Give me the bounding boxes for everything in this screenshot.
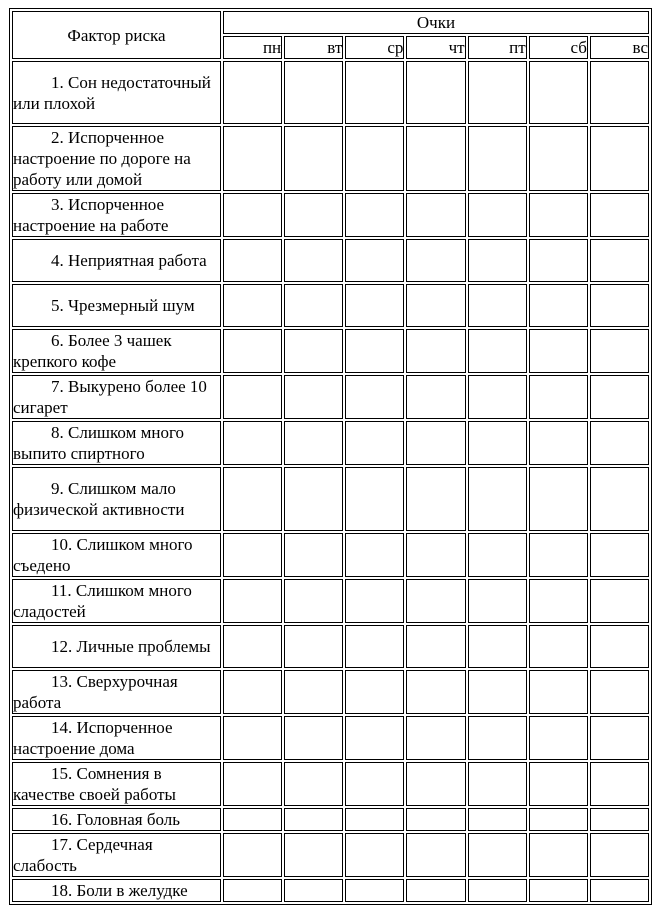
- risk-factor-text: 2. Испорченное настроение по дороге на работу или домой: [13, 128, 191, 189]
- score-cell-вт[interactable]: [284, 239, 343, 282]
- risk-factor-text: 1. Сон недостаточный или плохой: [13, 72, 211, 113]
- score-cell-вс[interactable]: [590, 579, 649, 623]
- score-cell-ср[interactable]: [345, 533, 404, 577]
- risk-factor-label: [12, 329, 221, 373]
- risk-factor-text: 9. Слишком мало физической активности: [13, 479, 185, 519]
- score-cell-сб[interactable]: [529, 670, 588, 714]
- score-cell-пт[interactable]: [468, 239, 527, 282]
- table-row: [12, 879, 649, 902]
- risk-factor-label: [12, 625, 221, 668]
- score-cell-вс[interactable]: [590, 625, 649, 668]
- table-row: [12, 375, 649, 419]
- risk-factor-text: 3. Испорченное настроение на работе: [13, 195, 169, 235]
- risk-factor-label: [12, 670, 221, 714]
- risk-factor-label: [12, 833, 221, 877]
- risk-factor-text: 15. Сомнения в качестве своей работы: [13, 764, 176, 804]
- day-header-3: чт: [406, 36, 465, 59]
- score-cell-чт[interactable]: [406, 193, 465, 237]
- score-cell-вт[interactable]: [284, 284, 343, 327]
- day-header-4: пт: [468, 36, 527, 59]
- score-cell-чт[interactable]: [406, 833, 465, 877]
- points-column-header: Очки: [223, 11, 649, 34]
- risk-factor-label: [12, 284, 221, 327]
- score-cell-чт[interactable]: [406, 126, 465, 191]
- score-cell-ср[interactable]: [345, 375, 404, 419]
- risk-factor-text: 7. Выкурено более 10 сигарет: [13, 377, 207, 417]
- score-cell-вт[interactable]: [284, 833, 343, 877]
- score-cell-пт[interactable]: [468, 670, 527, 714]
- risk-factor-text: 14. Испорченное настроение дома: [13, 718, 173, 758]
- risk-factor-text: 12. Личные проблемы: [51, 637, 211, 656]
- score-cell-пн[interactable]: [223, 126, 282, 191]
- score-cell-чт[interactable]: [406, 808, 465, 831]
- score-cell-вт[interactable]: [284, 61, 343, 124]
- score-cell-вт[interactable]: [284, 670, 343, 714]
- table-row: [12, 762, 649, 806]
- score-cell-сб[interactable]: [529, 762, 588, 806]
- score-cell-ср[interactable]: [345, 329, 404, 373]
- score-cell-вс[interactable]: [590, 762, 649, 806]
- score-cell-чт[interactable]: [406, 421, 465, 465]
- score-cell-пн[interactable]: [223, 239, 282, 282]
- risk-factor-label: [12, 375, 221, 419]
- score-cell-чт[interactable]: [406, 879, 465, 902]
- score-cell-чт[interactable]: [406, 467, 465, 531]
- score-cell-вт[interactable]: [284, 808, 343, 831]
- score-cell-пн[interactable]: [223, 421, 282, 465]
- risk-factor-text: 4. Неприятная работа: [51, 251, 207, 270]
- score-cell-сб[interactable]: [529, 808, 588, 831]
- score-cell-пт[interactable]: [468, 879, 527, 902]
- table-row: [12, 625, 649, 668]
- score-cell-пн[interactable]: [223, 284, 282, 327]
- table-row: [12, 833, 649, 877]
- table-row: [12, 533, 649, 577]
- risk-factor-label: [12, 716, 221, 760]
- factor-column-header: Фактор риска: [12, 11, 221, 59]
- risk-factor-label: [12, 879, 221, 902]
- risk-factor-label: [12, 239, 221, 282]
- score-cell-ср[interactable]: [345, 579, 404, 623]
- score-cell-вс[interactable]: [590, 421, 649, 465]
- score-cell-вс[interactable]: [590, 284, 649, 327]
- score-cell-вс[interactable]: [590, 879, 649, 902]
- risk-factor-label: [12, 808, 221, 831]
- day-header-6: вс: [590, 36, 649, 59]
- score-cell-сб[interactable]: [529, 239, 588, 282]
- score-cell-сб[interactable]: [529, 467, 588, 531]
- risk-factor-table: [9, 8, 652, 905]
- table-row: [12, 284, 649, 327]
- score-cell-сб[interactable]: [529, 579, 588, 623]
- score-cell-ср[interactable]: [345, 833, 404, 877]
- table-row: [12, 808, 649, 831]
- score-cell-чт[interactable]: [406, 579, 465, 623]
- score-cell-вт[interactable]: [284, 579, 343, 623]
- score-cell-пт[interactable]: [468, 126, 527, 191]
- score-cell-чт[interactable]: [406, 239, 465, 282]
- score-cell-пт[interactable]: [468, 762, 527, 806]
- risk-factor-text: 11. Слишком много сладостей: [13, 581, 192, 621]
- risk-factor-label: [12, 193, 221, 237]
- risk-factor-label: [12, 579, 221, 623]
- table-row: [12, 670, 649, 714]
- score-cell-вт[interactable]: [284, 375, 343, 419]
- score-cell-ср[interactable]: [345, 670, 404, 714]
- score-cell-пт[interactable]: [468, 329, 527, 373]
- score-cell-пт[interactable]: [468, 284, 527, 327]
- score-cell-пн[interactable]: [223, 833, 282, 877]
- score-cell-вс[interactable]: [590, 670, 649, 714]
- table-row: [12, 61, 649, 124]
- score-cell-пт[interactable]: [468, 467, 527, 531]
- score-cell-вт[interactable]: [284, 716, 343, 760]
- score-cell-пн[interactable]: [223, 329, 282, 373]
- risk-factor-label: [12, 126, 221, 191]
- score-cell-вс[interactable]: [590, 329, 649, 373]
- table-row: [12, 716, 649, 760]
- score-cell-вс[interactable]: [590, 126, 649, 191]
- score-cell-чт[interactable]: [406, 533, 465, 577]
- day-header-5: сб: [529, 36, 588, 59]
- score-cell-пт[interactable]: [468, 716, 527, 760]
- score-cell-чт[interactable]: [406, 625, 465, 668]
- table-row: [12, 193, 649, 237]
- score-cell-пн[interactable]: [223, 533, 282, 577]
- score-cell-чт[interactable]: [406, 670, 465, 714]
- score-cell-пн[interactable]: [223, 625, 282, 668]
- score-cell-ср[interactable]: [345, 193, 404, 237]
- score-cell-вт[interactable]: [284, 329, 343, 373]
- day-header-1: вт: [284, 36, 343, 59]
- score-cell-ср[interactable]: [345, 284, 404, 327]
- score-cell-вт[interactable]: [284, 467, 343, 531]
- risk-factor-label: [12, 762, 221, 806]
- score-cell-пт[interactable]: [468, 625, 527, 668]
- table-row: [12, 126, 649, 191]
- score-cell-вс[interactable]: [590, 467, 649, 531]
- score-cell-чт[interactable]: [406, 284, 465, 327]
- cut-off-footer-line: [430, 910, 590, 917]
- risk-factor-text: 10. Слишком много съедено: [13, 535, 193, 575]
- risk-factor-label: [12, 61, 221, 124]
- score-cell-пн[interactable]: [223, 375, 282, 419]
- risk-factor-text: 6. Более 3 чашек крепкого кофе: [13, 331, 172, 371]
- score-cell-вт[interactable]: [284, 762, 343, 806]
- score-cell-пн[interactable]: [223, 61, 282, 124]
- score-cell-пт[interactable]: [468, 579, 527, 623]
- score-cell-чт[interactable]: [406, 762, 465, 806]
- score-cell-пн[interactable]: [223, 762, 282, 806]
- day-header-0: пн: [223, 36, 282, 59]
- score-cell-ср[interactable]: [345, 421, 404, 465]
- factor-rows: [12, 61, 649, 902]
- score-cell-ср[interactable]: [345, 61, 404, 124]
- score-cell-пн[interactable]: [223, 579, 282, 623]
- score-cell-чт[interactable]: [406, 61, 465, 124]
- score-cell-вт[interactable]: [284, 533, 343, 577]
- score-cell-сб[interactable]: [529, 126, 588, 191]
- score-cell-пт[interactable]: [468, 808, 527, 831]
- score-cell-вс[interactable]: [590, 533, 649, 577]
- score-cell-пт[interactable]: [468, 421, 527, 465]
- score-cell-пн[interactable]: [223, 467, 282, 531]
- score-cell-вс[interactable]: [590, 61, 649, 124]
- score-cell-пт[interactable]: [468, 375, 527, 419]
- table-row: [12, 421, 649, 465]
- score-cell-сб[interactable]: [529, 284, 588, 327]
- score-cell-сб[interactable]: [529, 716, 588, 760]
- risk-factor-text: 8. Слишком много выпито спиртного: [13, 423, 184, 463]
- score-cell-пт[interactable]: [468, 833, 527, 877]
- risk-factor-text: 16. Головная боль: [51, 810, 180, 829]
- score-cell-вт[interactable]: [284, 421, 343, 465]
- score-cell-сб[interactable]: [529, 533, 588, 577]
- score-cell-ср[interactable]: [345, 808, 404, 831]
- score-cell-сб[interactable]: [529, 625, 588, 668]
- score-cell-сб[interactable]: [529, 421, 588, 465]
- score-cell-чт[interactable]: [406, 716, 465, 760]
- score-cell-чт[interactable]: [406, 329, 465, 373]
- risk-factor-text: 17. Сердечная слабость: [13, 835, 153, 875]
- score-cell-вт[interactable]: [284, 126, 343, 191]
- score-cell-сб[interactable]: [529, 879, 588, 902]
- score-cell-вс[interactable]: [590, 193, 649, 237]
- score-cell-сб[interactable]: [529, 61, 588, 124]
- score-cell-ср[interactable]: [345, 716, 404, 760]
- score-cell-пн[interactable]: [223, 716, 282, 760]
- risk-factor-text: 5. Чрезмерный шум: [51, 296, 195, 315]
- score-cell-вс[interactable]: [590, 375, 649, 419]
- score-cell-вс[interactable]: [590, 716, 649, 760]
- score-cell-пт[interactable]: [468, 61, 527, 124]
- score-cell-чт[interactable]: [406, 375, 465, 419]
- score-cell-пт[interactable]: [468, 533, 527, 577]
- table-row: [12, 467, 649, 531]
- score-cell-пн[interactable]: [223, 670, 282, 714]
- table-row: [12, 239, 649, 282]
- score-cell-ср[interactable]: [345, 762, 404, 806]
- score-cell-ср[interactable]: [345, 467, 404, 531]
- score-cell-пн[interactable]: [223, 193, 282, 237]
- score-cell-ср[interactable]: [345, 879, 404, 902]
- table-row: [12, 579, 649, 623]
- score-cell-вт[interactable]: [284, 879, 343, 902]
- score-cell-вт[interactable]: [284, 193, 343, 237]
- score-cell-пн[interactable]: [223, 879, 282, 902]
- score-cell-ср[interactable]: [345, 625, 404, 668]
- score-cell-сб[interactable]: [529, 329, 588, 373]
- score-cell-ср[interactable]: [345, 239, 404, 282]
- score-cell-вт[interactable]: [284, 625, 343, 668]
- risk-factor-label: [12, 421, 221, 465]
- score-cell-пн[interactable]: [223, 808, 282, 831]
- risk-factor-label: [12, 533, 221, 577]
- score-cell-сб[interactable]: [529, 833, 588, 877]
- risk-factor-text: 18. Боли в желудке: [51, 881, 188, 900]
- score-cell-ср[interactable]: [345, 126, 404, 191]
- score-cell-вс[interactable]: [590, 808, 649, 831]
- risk-factor-text: 13. Сверхурочная работа: [13, 672, 178, 712]
- table-row: [12, 329, 649, 373]
- score-cell-сб[interactable]: [529, 375, 588, 419]
- score-cell-сб[interactable]: [529, 193, 588, 237]
- risk-factor-label: [12, 467, 221, 531]
- score-cell-пт[interactable]: [468, 193, 527, 237]
- score-cell-вс[interactable]: [590, 239, 649, 282]
- day-header-2: ср: [345, 36, 404, 59]
- score-cell-вс[interactable]: [590, 833, 649, 877]
